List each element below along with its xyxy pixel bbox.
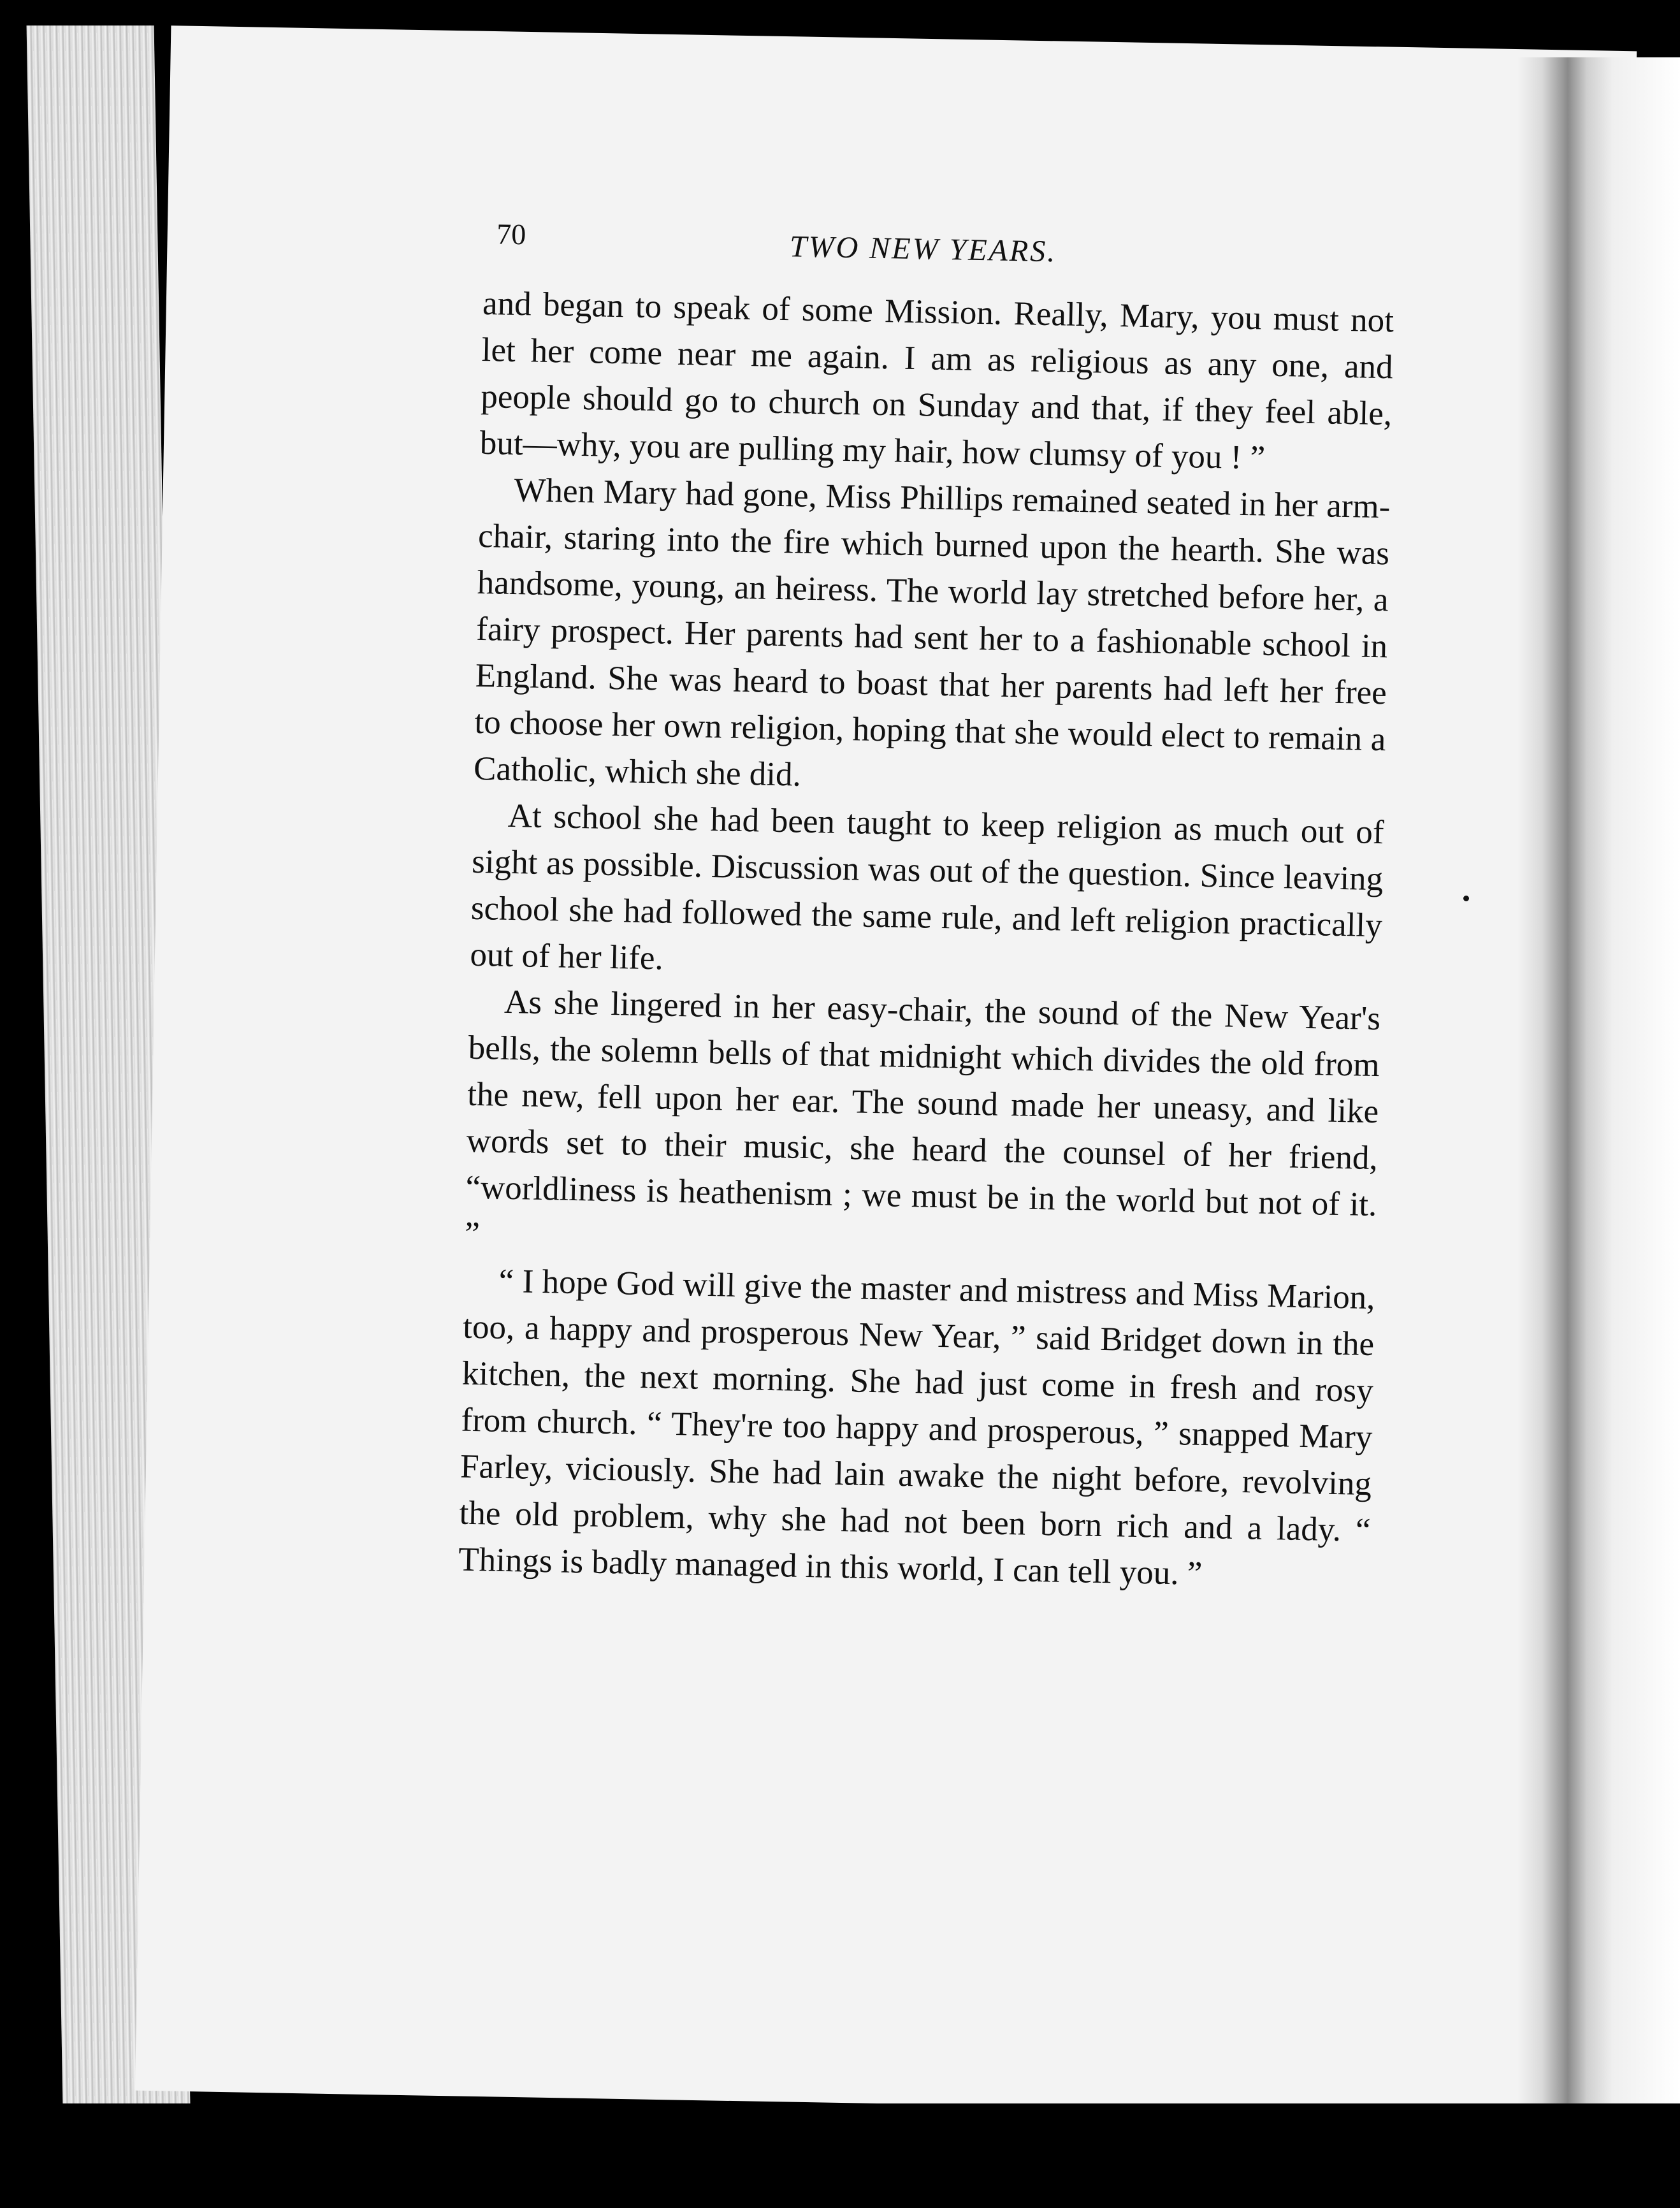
paragraph: and began to speak of some Mission. Really, Mary, you must not let her come near me again. I am as religious as any one, and people should go to church on Sunday and that, if they feel able, but—why, you are pulling my hair, how clumsy of you ! ” xyxy=(479,284,1394,477)
page-number: 70 xyxy=(496,217,526,251)
paragraph: As she lingered in her easy-chair, the sound of the New Year's bells, the solemn bells of that midnight which divides the old from the new, fell upon her ear. The sound made her uneasy, and like words set to their music, she heard the counsel of her friend, “worldliness is heathenism ; we must be in the world but not of it. ” xyxy=(464,983,1381,1253)
running-title: TWO NEW YEARS. xyxy=(789,229,1057,269)
paragraph: “ I hope God will give the master and mistress and Miss Marion, too, a happy and prosperous New Year, ” said Bridget down in the kitchen, the next morning. She had just come in fresh and rosy from church. “ They're too happy and prosperous, ” snapped Mary Farley, viciously. She had lain awake the night before, revolving the old problem, why she had not been born rich and a lady. “ Things is badly managed in this world, I can tell you. ” xyxy=(458,1262,1376,1593)
book-gutter xyxy=(1517,57,1680,2110)
paragraph: At school she had been taught to keep religion as much out of sight as possible. Discussion was out of the question. Since leaving school she had followed the same rule, and left religion practically out of her life. xyxy=(470,797,1385,977)
speck-mark xyxy=(1463,896,1469,901)
page-content xyxy=(458,210,1396,1601)
paragraph: When Mary had gone, Miss Phillips remained seated in her arm-chair, staring into the fire which burned upon the hearth. She was handsome, young, an heiress. The world lay stretched before her, a fairy prospect. Her parents had sent her to a fashionable school in England. She was heard to boast that her parents had left her free to choose her own religion, hoping that she would elect to remain a Catholic, which she did. xyxy=(473,471,1391,794)
scan-bottom-band xyxy=(0,2103,1680,2208)
